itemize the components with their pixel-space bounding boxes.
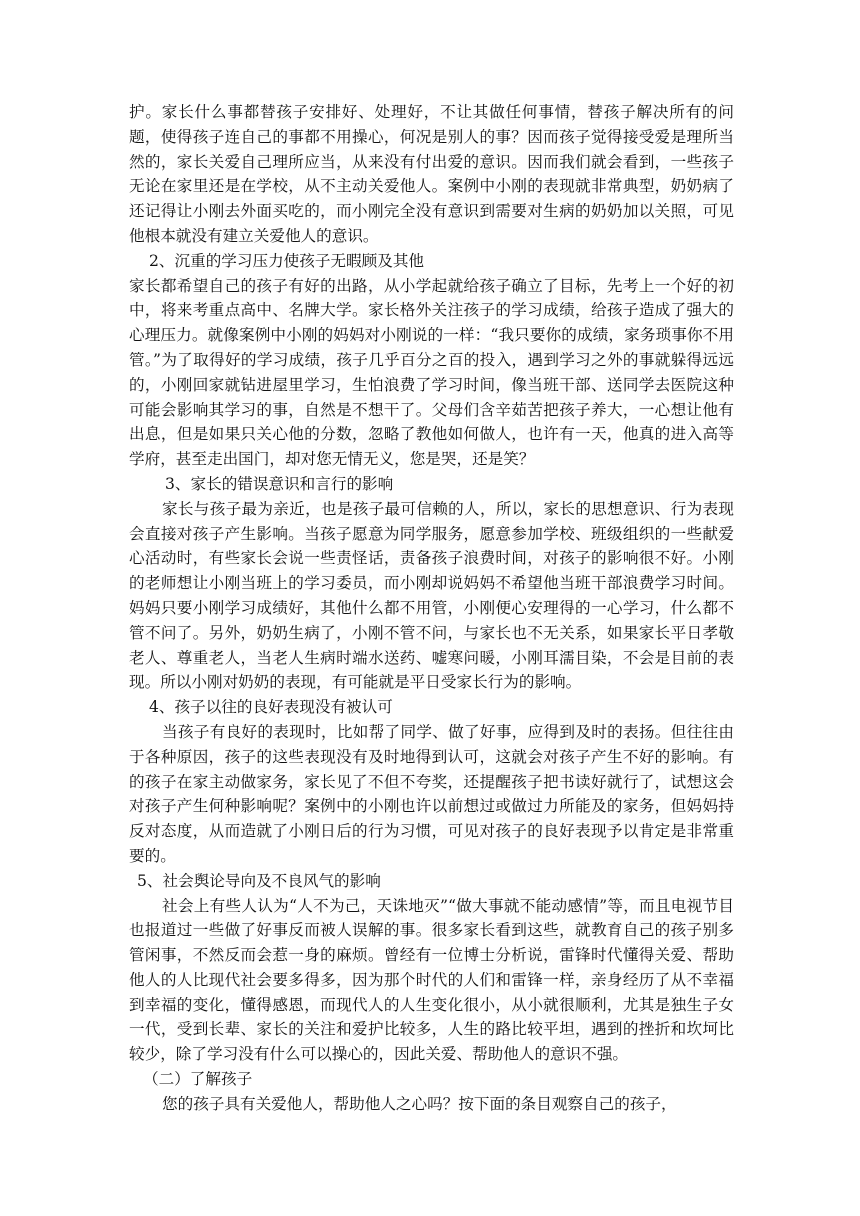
heading-study-pressure: 2、沉重的学习压力使孩子无暇顾及其他 — [149, 251, 425, 270]
paragraph-not-recognized: 当孩子有良好的表现时，比如帮了同学、做了好事，应得到及时的表扬。但往往由于各种原因，孩子的这些表现没有及时地得到认可，这就会对孩子产生不好的影响。有的孩子在家主动做家务，家长见了不但不夸奖，还提醒孩子把书读好就行了，试想这会对孩子产生何种影响呢？案例中的小刚也许以前想过或做过力所能及的家务，但妈妈持反对态度，从而造就了小刚日后的行为习惯，可见对孩子的良好表现予以肯定是非常重要的。 — [129, 722, 734, 865]
paragraph-social-influence: 社会上有些人认为“人不为己，天诛地灭”“做大事就不能动感情”等，而且电视节目也报道过一些做了好事反而被人误解的事。很多家长看到这些，就教育自己的孩子别多管闲事，不然反而会惹一身的麻烦。曾经有一位博士分析说，雷锋时代懂得关爱、帮助他人的人比现代社会要多得多，因为那个时代的人们和雷锋一样，亲身经历了从不幸福到幸福的变化，懂得感恩，而现代人的人生变化很小，从小就很顺利，尤其是独生子女一代，受到长辈、家长的关注和爱护比较多，人生的路比较平坦，遇到的挫折和坎坷比较少，除了学习没有什么可以操心的，因此关爱、帮助他人的意识不强。 — [129, 896, 734, 1064]
heading-understand-child: （二）了解孩子 — [143, 1070, 253, 1089]
heading-parent-influence: 3、家长的错误意识和言行的影响 — [165, 474, 394, 493]
paragraph-family-overprotection: 护。家长什么事都替孩子安排好、处理好，不让其做任何事情，替孩子解决所有的问题，使得孩子连自己的事都不用操心，何况是别人的事？因而孩子觉得接受爱是理所当然的，家长关爱自己理所应当，从来没有付出爱的意识。因而我们就会看到，一些孩子无论在家里还是在学校，从不主动关爱他人。案例中小刚的表现就非常典型，奶奶病了还记得让小刚去外面买吃的，而小刚完全没有意识到需要对生病的奶奶加以关照，可见他根本就没有建立关爱他人的意识。 — [129, 103, 734, 245]
heading-social-influence: 5、社会舆论导向及不良风气的影响 — [137, 871, 381, 890]
heading-not-recognized: 4、孩子以往的良好表现没有被认可 — [149, 698, 393, 717]
paragraph-parent-influence: 家长与孩子最为亲近，也是孩子最可信赖的人，所以，家长的思想意识、行为表现会直接对孩子产生影响。当孩子愿意为同学服务，愿意参加学校、班级组织的一些献爱心活动时，有些家长会说一些责怪话，责备孩子浪费时间，对孩子的影响很不好。小刚的老师想让小刚当班上的学习委员，而小刚却说妈妈不希望他当班干部浪费学习时间。妈妈只要小刚学习成绩好，其他什么都不用管，小刚便心安理得的一心学习，什么都不管不问了。另外，奶奶生病了，小刚不管不问，与家长也不无关系，如果家长平日孝敬老人、尊重老人，当老人生病时端水送药、嘘寒问暖，小刚耳濡目染，不会是目前的表现。所以小刚对奶奶的表现，有可能就是平日受家长行为的影响。 — [129, 499, 734, 692]
document-body — [129, 100, 734, 1117]
paragraph-understand-child: 您的孩子具有关爱他人，帮助他人之心吗？按下面的条目观察自己的孩子， — [162, 1094, 677, 1113]
paragraph-study-pressure: 家长都希望自己的孩子有好的出路，从小学起就给孩子确立了目标，先考上一个好的初中，将来考重点高中、名牌大学。家长格外关注孩子的学习成绩，给孩子造成了强大的心理压力。就像案例中小刚的妈妈对小刚说的一样：“我只要你的成绩，家务琐事你不用管。”为了取得好的学习成绩，孩子几乎百分之百的投入，遇到学习之外的事就躲得远远的，小刚回家就钻进屋里学习，生怕浪费了学习时间，像当班干部、送同学去医院这种可能会影响其学习的事，自然是不想干了。父母们含辛茹苦把孩子养大，一心想让他有出息，但是如果只关心他的分数，忽略了教他如何做人，也许有一天，他真的进入高等学府，甚至走出国门，却对您无情无义，您是哭，还是笑？ — [129, 276, 734, 469]
